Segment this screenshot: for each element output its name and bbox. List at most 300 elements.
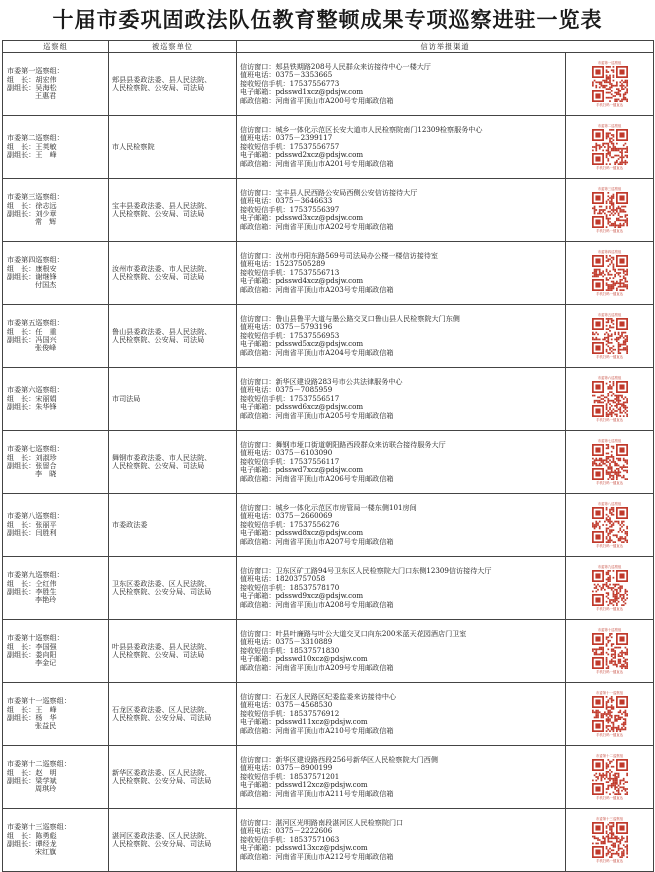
channel-line: 信访窗口：新华区建设路西段256号新华区人民检察院大门西侧 [240,754,438,764]
channel-line: 信访窗口：新华区建设路283号市公共法律服务中心 [240,376,403,386]
channel-cell [237,557,566,620]
qr-cell [566,431,654,494]
channel-line: 电子邮箱：pdsswd5xcz@pdsjw.com [240,339,364,349]
leader-label: 组 长： [7,393,36,403]
deputy-label: 副组长： [7,83,36,92]
deputy-line [7,403,108,411]
leader-name: 王英敏 [35,141,57,151]
qr-caption-top: 市委第二巡察组 [597,124,622,128]
leader-name: 胡宏伟 [35,74,57,84]
channel-cell [237,809,566,872]
qr-caption-bottom: 手机扫码一键直达 [595,733,624,737]
leader-label: 组 长： [7,141,36,151]
channel-line: 接收短信手机：18537576912 [240,708,340,718]
channel-line: 电子邮箱：pdsswd12xcz@pdsjw.com [240,780,368,790]
unit-line: 市人民检察院 [112,141,155,151]
group-name: 市委第九巡察组： [7,570,64,580]
channel-line: 值班电话：0375－5793196 [240,322,333,332]
qr-cell [566,620,654,683]
qr-caption-bottom: 手机扫码一键直达 [595,166,624,170]
unit-line: 卫东区委政法委、区人民法院、 [112,578,212,588]
deputy-label: 副组长： [7,713,36,722]
qr-block[interactable] [592,691,628,737]
channel-line: 接收短信手机：17537556713 [240,267,340,277]
qr-cell [566,305,654,368]
deputy-line [7,529,108,537]
deputy-line [7,596,108,604]
leader-name: 陈勇彪 [35,830,57,840]
qr-code-icon[interactable] [592,66,628,102]
deputy-name: 宋红旗 [35,847,57,857]
unit-line: 汝州市委政法委、市人民法院、 [112,263,212,273]
table-row [3,494,654,557]
deputy-line [7,722,108,730]
unit-line: 人民检察院、公安分局、司法局 [112,839,212,848]
unit-line: 鲁山县委政法委、县人民法院、 [112,326,212,336]
leader-label: 组 长： [7,830,36,840]
channel-line: 接收短信手机：17537556117 [240,456,340,466]
qr-cell [566,557,654,620]
channel-cell [237,179,566,242]
table-header-row [3,41,654,53]
leader-name: 张丽平 [35,519,57,529]
qr-block[interactable] [592,628,628,674]
channel-line: 信访窗口：城乡一体化示范区市房管局一楼东侧101房间 [240,502,417,512]
channel-line: 接收短信手机：17537556757 [240,141,340,151]
qr-cell [566,746,654,809]
deputy-line [7,714,108,722]
unit-line: 人民检察院、公安局、司法局 [112,209,205,218]
channel-line: 电子邮箱：pdsswd10xcz@pdsjw.com [240,654,368,664]
unit-line: 人民检察院、公安局、司法局 [112,335,205,344]
deputy-name: 王 峰 [35,150,57,160]
qr-code-icon[interactable] [592,129,628,165]
deputy-label: 副组长： [7,587,36,596]
channel-line: 邮政信箱：河南省平顶山市A212号专用邮政信箱 [240,851,394,861]
leader-label: 组 长： [7,74,36,84]
deputy-name: 李艳玲 [35,595,57,605]
deputy-name: 李金记 [35,658,57,668]
channel-line: 值班电话：0375－6103090 [240,448,333,458]
table-row [3,305,654,368]
deputy-line [7,84,108,92]
deputy-name: 闫胜利 [35,528,57,538]
deputy-line [7,336,108,344]
qr-caption-bottom: 手机扫码一键直达 [595,229,624,233]
channel-cell [237,368,566,431]
qr-block[interactable] [592,754,628,800]
unit-line: 市委政法委 [112,519,148,529]
channel-line: 信访窗口：叶县叶廉路与叶公大道交叉口向东200米蓝天花园酒店门卫室 [240,628,467,638]
table-row [3,53,654,116]
deputy-name: 谭经龙 [35,839,57,848]
group-cell [3,809,109,872]
channel-line: 值班电话：0375－2660069 [240,511,333,521]
channel-line: 接收短信手机：17537556953 [240,330,340,340]
leader-label: 组 长： [7,578,36,588]
unit-cell [109,557,237,620]
deputy-line [7,273,108,281]
unit-cell [109,809,237,872]
group-name: 市委第四巡察组： [7,255,64,265]
header-unit: 被巡察单位 [109,41,237,53]
deputy-line [7,588,108,596]
qr-cell [566,53,654,116]
channel-line: 邮政信箱：河南省平顶山市A208号专用邮政信箱 [240,599,394,609]
group-name: 市委第八巡察组： [7,511,64,521]
qr-caption-top: 市委第十一巡察组 [595,691,624,695]
channel-line: 邮政信箱：河南省平顶山市A202号专用邮政信箱 [240,221,394,231]
leader-label: 组 长： [7,519,36,529]
deputy-label: 副组长： [7,335,36,344]
deputy-label: 副组长： [7,150,36,160]
channel-line: 接收短信手机：17537556397 [240,204,340,214]
channel-line: 信访窗口：湛河区光明路南段湛河区人民检察院门口 [240,817,404,827]
qr-caption-top: 市委第十巡察组 [597,628,622,632]
table-row [3,746,654,809]
channel-line: 电子邮箱：pdsswd6xcz@pdsjw.com [240,402,364,412]
group-cell [3,557,109,620]
qr-caption-top: 市委第十二巡察组 [595,754,624,758]
group-cell [3,368,109,431]
deputy-line [7,777,108,785]
deputy-name: 李 晓 [35,469,57,479]
deputy-line [7,785,108,793]
qr-caption-top: 市委第十三巡察组 [595,817,624,821]
unit-cell [109,431,237,494]
qr-block[interactable] [592,565,628,611]
channel-line: 值班电话：0375－8900199 [240,763,333,773]
group-name: 市委第十一巡察组： [7,696,71,706]
channel-line: 接收短信手机：18537571830 [240,645,340,655]
channel-line: 电子邮箱：pdsswd8xcz@pdsjw.com [240,528,364,538]
unit-line: 郏县县委政法委、县人民法院、 [112,74,212,84]
deputy-line [7,281,108,289]
qr-caption-top: 市委第八巡察组 [597,502,622,506]
leader-name: 赵 明 [35,767,57,777]
channel-line: 邮政信箱：河南省平顶山市A209号专用邮政信箱 [240,662,394,672]
deputy-line [7,218,108,226]
table-row [3,179,654,242]
qr-caption-top: 市委第九巡察组 [597,565,622,569]
qr-block[interactable] [592,502,628,548]
group-name: 市委第一巡察组： [7,66,64,76]
deputy-name: 谢继锋 [35,272,57,281]
qr-cell [566,116,654,179]
qr-cell [566,494,654,557]
leader-label: 组 长： [7,767,36,777]
inspection-table [2,40,654,872]
unit-cell [109,179,237,242]
leader-name: 宋丽娟 [35,393,57,403]
qr-caption-bottom: 手机扫码一键直达 [595,103,624,107]
leader-name: 任 重 [35,326,57,336]
deputy-line [7,462,108,470]
table-row [3,242,654,305]
channel-line: 信访窗口：舞钢市垭口街道朝阳路西段群众来访联合接待服务大厅 [240,439,446,449]
channel-line: 电子邮箱：pdsswd3xcz@pdsjw.com [240,213,364,223]
channel-line: 信访窗口：宝丰县人民西路公安局西侧公安信访接待大厅 [240,187,418,197]
qr-code-icon[interactable] [592,759,628,795]
unit-line: 人民检察院、公安分局、司法局 [112,587,212,596]
channel-cell [237,683,566,746]
channel-line: 接收短信手机：17537556517 [240,393,340,403]
deputy-name: 吴海松 [35,83,57,92]
group-name: 市委第十巡察组： [7,633,64,643]
channel-line: 邮政信箱：河南省平顶山市A210号专用邮政信箱 [240,725,394,735]
header-group: 巡察组 [3,41,109,53]
channel-line: 电子邮箱：pdsswd7xcz@pdsjw.com [240,465,364,475]
qr-code-icon[interactable] [592,255,628,291]
channel-line: 值班电话：0375－4568530 [240,700,333,710]
deputy-label: 副组长： [7,776,36,785]
unit-cell [109,368,237,431]
unit-cell [109,305,237,368]
unit-cell [109,620,237,683]
channel-line: 信访窗口：郏县铁期路208号人民群众来访接待中心一楼大厅 [240,61,431,71]
unit-cell [109,53,237,116]
channel-line: 邮政信箱：河南省平顶山市A200号专用邮政信箱 [240,95,394,105]
deputy-line [7,210,108,218]
table-row [3,116,654,179]
header-channel: 信访举报渠道 [237,41,654,53]
deputy-name: 杨 华 [35,713,57,722]
channel-line: 电子邮箱：pdsswd4xcz@pdsjw.com [240,276,364,286]
channel-line: 信访窗口：城乡一体化示范区长安大道市人民检察院南门12309检察服务中心 [240,124,483,134]
channel-line: 接收短信手机：17537556276 [240,519,340,529]
leader-label: 组 长： [7,704,36,714]
group-name: 市委第十三巡察组： [7,822,71,832]
channel-line: 邮政信箱：河南省平顶山市A204号专用邮政信箱 [240,347,394,357]
unit-line: 舞钢市委政法委、市人民法院、 [112,452,212,462]
group-name: 市委第七巡察组： [7,444,64,454]
qr-block[interactable] [592,376,628,422]
channel-line: 信访窗口：卫东区矿工路94号卫东区人民检察院大门口东侧12309信访接待大厅 [240,565,492,575]
deputy-line [7,470,108,478]
channel-line: 值班电话：0375－2399117 [240,133,333,143]
qr-code-icon[interactable] [592,318,628,354]
channel-line: 接收短信手机：18537571063 [240,834,340,844]
qr-caption-bottom: 手机扫码一键直达 [595,292,624,296]
channel-line: 值班电话：0375－3310889 [240,637,333,647]
group-name: 市委第二巡察组： [7,133,64,143]
group-cell [3,683,109,746]
qr-code-icon[interactable] [592,192,628,228]
deputy-name: 冯国兴 [35,335,57,344]
group-name: 市委第十二巡察组： [7,759,71,769]
page-title: 十届市委巩固政法队伍教育整顿成果专项巡察进驻一览表 [52,7,603,32]
channel-line: 电子邮箱：pdsswd13xcz@pdsjw.com [240,843,368,853]
channel-line: 接收短信手机：18537578170 [240,582,340,592]
group-cell [3,179,109,242]
channel-line: 邮政信箱：河南省平顶山市A211号专用邮政信箱 [240,788,394,798]
qr-cell [566,809,654,872]
leader-name: 刘淑珍 [35,452,57,462]
table-row [3,557,654,620]
unit-line: 人民检察院、公安局、司法局 [112,461,205,470]
deputy-line [7,848,108,856]
qr-code-icon[interactable] [592,696,628,732]
leader-label: 组 长： [7,326,36,336]
channel-line: 邮政信箱：河南省平顶山市A203号专用邮政信箱 [240,284,394,294]
leader-name: 李国强 [35,641,57,651]
channel-line: 接收短信手机：18537571201 [240,771,340,781]
group-cell [3,431,109,494]
qr-cell [566,242,654,305]
qr-caption-bottom: 手机扫码一键直达 [595,859,624,863]
leader-label: 组 长： [7,263,36,273]
channel-line: 信访窗口：鲁山县鲁平大道与墨公路交叉口鲁山县人民检察院大门东侧 [240,313,460,323]
qr-block[interactable] [592,61,628,107]
channel-line: 值班电话：0375－3353665 [240,70,333,80]
qr-code-icon[interactable] [592,570,628,606]
qr-caption-bottom: 手机扫码一键直达 [595,544,624,548]
unit-cell [109,683,237,746]
group-cell [3,116,109,179]
channel-line: 电子邮箱：pdsswd2xcz@pdsjw.com [240,150,364,160]
group-cell [3,305,109,368]
deputy-line [7,151,108,159]
group-name: 市委第三巡察组： [7,192,64,202]
group-cell [3,620,109,683]
channel-cell [237,53,566,116]
group-name: 市委第五巡察组： [7,318,64,328]
table-row [3,683,654,746]
qr-cell [566,179,654,242]
deputy-name: 周琪玲 [35,784,57,794]
unit-line: 人民检察院、公安局、司法局 [112,272,205,281]
qr-block[interactable] [592,124,628,170]
channel-cell [237,305,566,368]
group-cell [3,53,109,116]
qr-caption-bottom: 手机扫码一键直达 [595,796,624,800]
group-name: 市委第六巡察组： [7,385,64,395]
deputy-label: 副组长： [7,528,36,538]
deputy-name: 付国杰 [35,280,57,290]
channel-cell [237,494,566,557]
leader-label: 组 长： [7,452,36,462]
unit-line: 湛河区委政法委、区人民法院、 [112,830,212,840]
deputy-label: 副组长： [7,402,36,412]
unit-line: 宝丰县委政法委、县人民法院、 [112,200,212,210]
channel-line: 值班电话：0375－3646633 [240,196,333,206]
deputy-name: 王惠君 [35,91,57,101]
qr-block[interactable] [592,817,628,863]
deputy-label: 副组长： [7,461,36,470]
deputy-name: 娄向阳 [35,650,57,659]
qr-cell [566,683,654,746]
deputy-line [7,651,108,659]
channel-line: 信访窗口：汝州市丹阳东路569号司法局办公楼一楼信访接待室 [240,250,438,260]
qr-code-icon[interactable] [592,381,628,417]
channel-cell [237,431,566,494]
channel-line: 信访窗口：石龙区人民路区纪委监委来访接待中心 [240,691,397,701]
deputy-label: 副组长： [7,209,36,218]
qr-code-icon[interactable] [592,507,628,543]
deputy-name: 李胜生 [35,587,57,596]
qr-block[interactable] [592,250,628,296]
unit-cell [109,242,237,305]
qr-block[interactable] [592,187,628,233]
qr-caption-bottom: 手机扫码一键直达 [595,670,624,674]
qr-caption-top: 市委第四巡察组 [597,250,622,254]
deputy-label: 副组长： [7,650,36,659]
unit-line: 市司法局 [112,393,141,403]
channel-line: 电子邮箱：pdsswd1xcz@pdsjw.com [240,87,364,97]
channel-line: 值班电话：18203757058 [240,574,326,584]
unit-line: 新华区委政法委、区人民法院、 [112,767,212,777]
unit-line: 人民检察院、公安局、司法局 [112,83,205,92]
table-row [3,431,654,494]
deputy-name: 梁学斌 [35,776,57,785]
channel-line: 邮政信箱：河南省平顶山市A205号专用邮政信箱 [240,410,394,420]
channel-line: 接收短信手机：17537556773 [240,78,340,88]
group-cell [3,494,109,557]
channel-line: 电子邮箱：pdsswd11xcz@pdsjw.com [240,717,368,727]
group-cell [3,242,109,305]
leader-name: 王 峰 [35,704,57,714]
unit-line: 人民检察院、公安分局、司法局 [112,776,212,785]
qr-caption-top: 市委第五巡察组 [597,313,622,317]
leader-label: 组 长： [7,200,36,210]
table-row [3,809,654,872]
qr-code-icon[interactable] [592,633,628,669]
channel-cell [237,620,566,683]
qr-caption-top: 市委第六巡察组 [597,376,622,380]
leader-name: 康根安 [35,263,57,273]
unit-cell [109,116,237,179]
table-row [3,368,654,431]
qr-caption-bottom: 手机扫码一键直达 [595,607,624,611]
deputy-label: 副组长： [7,839,36,848]
deputy-name: 刘少章 [35,209,57,218]
group-cell [3,746,109,809]
unit-line: 人民检察院、公安分局、司法局 [112,713,212,722]
unit-cell [109,746,237,809]
leader-label: 组 长： [7,641,36,651]
unit-line: 人民检察院、公安局、司法局 [112,650,205,659]
channel-line: 邮政信箱：河南省平顶山市A207号专用邮政信箱 [240,536,394,546]
qr-block[interactable] [592,439,628,485]
deputy-name: 张俊峰 [35,343,57,353]
channel-cell [237,242,566,305]
qr-code-icon[interactable] [592,444,628,480]
deputy-line [7,840,108,848]
channel-line: 值班电话：0375－2222606 [240,826,333,836]
unit-cell [109,494,237,557]
qr-block[interactable] [592,313,628,359]
qr-code-icon[interactable] [592,822,628,858]
table-row [3,620,654,683]
deputy-name: 朱华锋 [35,402,57,412]
qr-caption-bottom: 手机扫码一键直达 [595,481,624,485]
qr-caption-bottom: 手机扫码一键直达 [595,355,624,359]
deputy-line [7,344,108,352]
deputy-name: 常 辉 [35,217,57,227]
qr-cell [566,368,654,431]
unit-line: 石龙区委政法委、区人民法院、 [112,704,212,714]
qr-caption-top: 市委第三巡察组 [597,187,622,191]
leader-name: 仝红伟 [35,578,57,588]
channel-line: 值班电话：15237505289 [240,259,326,269]
channel-line: 电子邮箱：pdsswd9xcz@pdsjw.com [240,591,364,601]
leader-name: 徐志远 [35,200,57,210]
deputy-name: 张益民 [35,721,57,731]
channel-line: 值班电话：0375－7085959 [240,385,333,395]
qr-caption-top: 市委第一巡察组 [597,61,622,65]
unit-line: 叶县县委政法委、县人民法院、 [112,641,212,651]
deputy-name: 张留合 [35,461,57,470]
